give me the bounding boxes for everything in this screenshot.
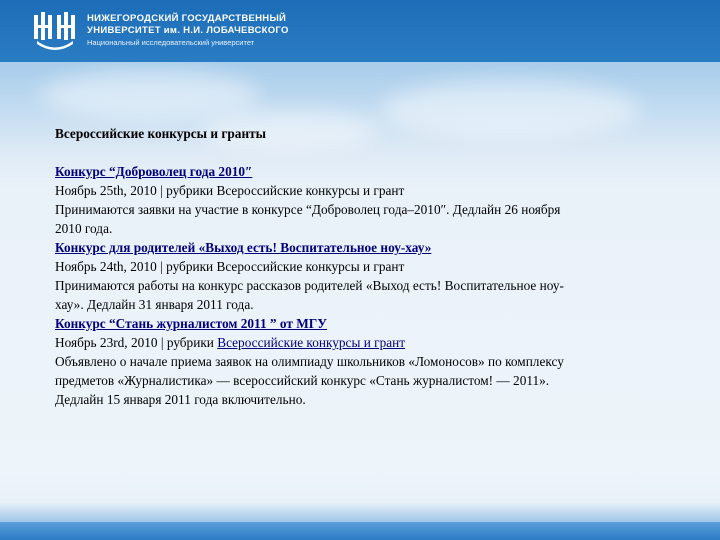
- contest-item: [55, 238, 685, 314]
- contest-meta: [55, 333, 685, 352]
- contest-description: Объявлено о начале приема заявок на олимпиаду школьников «Ломоносов» по комплексу: [55, 354, 564, 369]
- header-band: [0, 0, 720, 62]
- university-subtitle: Национальный исследовательский университет: [87, 38, 255, 47]
- contest-meta-date: Ноябрь 23rd, 2010 | рубрики: [55, 335, 218, 350]
- category-link[interactable]: Всероссийские конкурсы и грант: [217, 335, 406, 350]
- contest-meta: Ноябрь 24th, 2010 | рубрики Всероссийские конкурсы и грант: [55, 259, 405, 274]
- sky-cloud: [40, 70, 260, 120]
- footer-band: [0, 522, 720, 540]
- contest-item: [55, 162, 685, 238]
- contest-description: Принимаются работы на конкурс рассказов родителей «Выход есть! Воспитательное ноу-: [55, 278, 564, 293]
- university-name-line2: УНИВЕРСИТЕТ им. Н.И. ЛОБАЧЕВСКОГО: [87, 25, 289, 36]
- contest-description: Принимаются заявки на участие в конкурсе “Доброволец года–2010″. Дедлайн 26 ноября: [55, 202, 561, 217]
- contest-item: [55, 314, 685, 409]
- university-name: [87, 13, 289, 48]
- contest-description: хау». Дедлайн 31 января 2011 года.: [55, 297, 254, 312]
- contest-list: [55, 162, 685, 409]
- contest-title-link[interactable]: Конкурс для родителей «Выход есть! Воспитательное ноу-хау»: [55, 240, 432, 255]
- nngu-logo-icon: [33, 10, 77, 52]
- contest-title-link[interactable]: Конкурс “Стань журналистом 2011 ” от МГУ: [55, 316, 327, 331]
- contest-description: предметов «Журналистика» — всероссийский конкурс «Стань журналистом! — 2011».: [55, 373, 550, 388]
- contest-description: 2010 года.: [55, 221, 113, 236]
- contest-description: Дедлайн 15 января 2011 года включительно.: [55, 392, 306, 407]
- section-heading: Всероссийские конкурсы и гранты: [55, 126, 267, 141]
- content-area: [55, 124, 685, 409]
- contest-meta: Ноябрь 25th, 2010 | рубрики Всероссийские конкурсы и грант: [55, 183, 405, 198]
- contest-title-link[interactable]: Конкурс “Доброволец года 2010″: [55, 164, 253, 179]
- university-name-line1: НИЖЕГОРОДСКИЙ ГОСУДАРСТВЕННЫЙ: [87, 13, 287, 24]
